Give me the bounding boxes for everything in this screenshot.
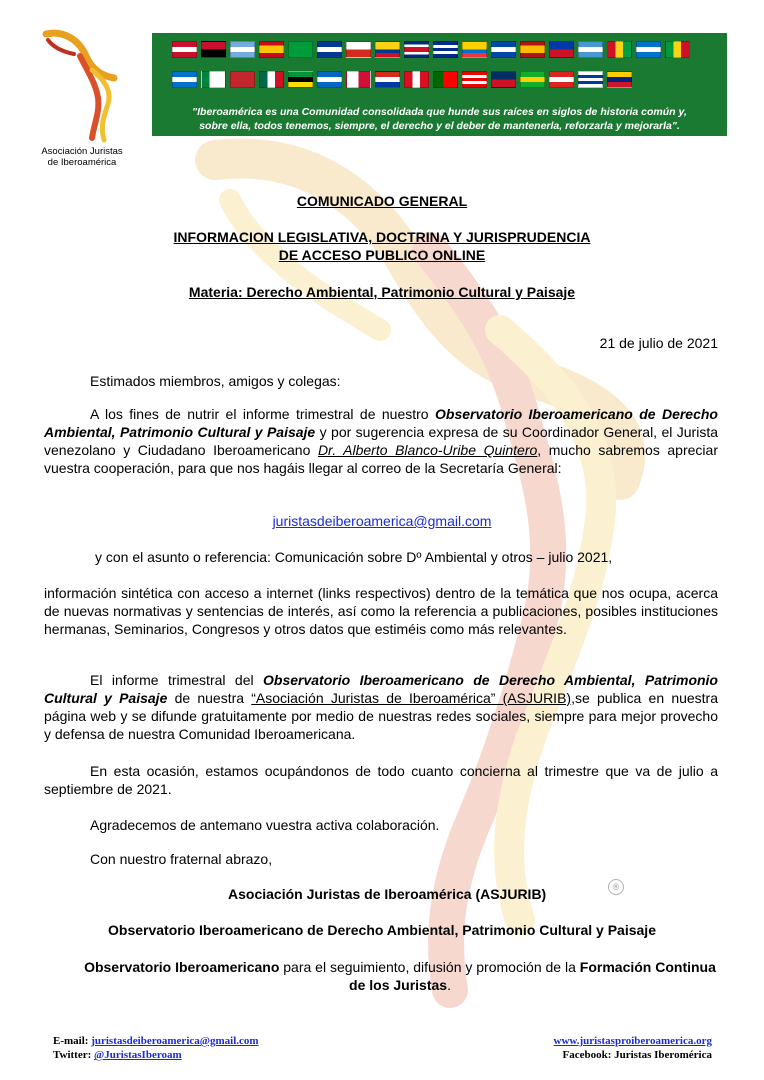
- paragraph-request: [44, 405, 718, 477]
- para1-text-c: y por sugerencia expresa de su Coordinador General, el Jurista venezolano y Ciudadano Iberoamericano: [44, 424, 718, 458]
- flag-icon: [520, 71, 545, 88]
- paragraph-quarter: En esta ocasión, estamos ocupándonos de todo cuanto concierna al trimestre que va de julio a septiembre de 2021.: [44, 763, 718, 797]
- footer-email-link[interactable]: juristasdeiberoamerica@gmail.com: [91, 1035, 259, 1047]
- flag-icon: [201, 41, 226, 58]
- flag-icon: [230, 41, 255, 58]
- logo-caption-line2: de Iberoamérica: [47, 157, 117, 168]
- flag-icon: [259, 71, 284, 88]
- flag-icon: [172, 71, 197, 88]
- flag-icon: [346, 41, 371, 58]
- flag-icon: [636, 41, 661, 58]
- flag-icon: [288, 71, 313, 88]
- subject-line: y con el asunto o referencia: Comunicación sobre Dº Ambiental y otros – julio 2021,: [95, 549, 613, 565]
- contact-email-block: [0, 512, 764, 530]
- para1-text-a: A los fines de nutrir el informe trimestral de nuestro: [90, 406, 435, 422]
- paragraph-report: [44, 671, 718, 743]
- banner-quote-line2: sobre ella, todos tenemos, siempre, el derecho y el deber de mantenerla, reforzarla y mejorarla".: [199, 120, 680, 132]
- flag-icon: [491, 71, 516, 88]
- footer-twitter-link[interactable]: @JuristasIberoam: [94, 1049, 182, 1061]
- flag-icon: [491, 41, 516, 58]
- footer-left: [53, 1034, 259, 1062]
- footer-email-row: [53, 1034, 259, 1048]
- signature-observatorio: Observatorio Iberoamericano de Derecho Ambiental, Patrimonio Cultural y Paisaje: [108, 922, 656, 938]
- flag-icon: [317, 41, 342, 58]
- title-comunicado: COMUNICADO GENERAL: [296, 193, 468, 209]
- footer-email-label: E-mail:: [53, 1035, 92, 1047]
- paragraph-information: información sintética con acceso a internet (links respectivos) dentro de la temática que nos ocupa, acerca de nuevas normativas y sentencias de interés, así como la referencia a publicaciones, posibles instituciones hermanas, Seminarios, Congresos y otros datos que estiméis como más relevantes.: [44, 585, 718, 637]
- flag-icon: [520, 41, 545, 58]
- title-informacion-line2: DE ACCESO PUBLICO ONLINE: [278, 247, 486, 263]
- signature-mission: [80, 958, 720, 994]
- para1-coordinator-name: Dr. Alberto Blanco-Uribe Quintero: [317, 442, 538, 458]
- flag-icon: [172, 41, 197, 58]
- flag-icon: [462, 71, 487, 88]
- flag-icon: [375, 41, 400, 58]
- document-date: 21 de julio de 2021: [599, 335, 718, 351]
- footer-facebook-label: Facebook:: [562, 1049, 615, 1061]
- flag-icon: [578, 71, 603, 88]
- mission-text: para el seguimiento, difusión y promoción de la: [279, 959, 580, 975]
- mission-formacion: Formación Continua de los Juristas: [349, 959, 716, 993]
- para3-asjurib: “Asociación Juristas de Iberoamérica” (ASJURIB): [251, 690, 572, 706]
- flag-icon: [433, 71, 458, 88]
- flag-icon: [578, 41, 603, 58]
- flag-icon: [433, 41, 458, 58]
- signature-org: Asociación Juristas de Iberoamérica (ASJURIB): [228, 886, 547, 902]
- iberoamerica-ribbon-icon: [34, 26, 134, 146]
- greeting: Estimados miembros, amigos y colegas:: [90, 373, 341, 389]
- flag-icon: [230, 71, 255, 88]
- banner-quote: [162, 105, 717, 133]
- closing-line: Con nuestro fraternal abrazo,: [90, 851, 273, 867]
- title-materia: Materia: Derecho Ambiental, Patrimonio Cultural y Paisaje: [188, 284, 576, 300]
- footer-website-link[interactable]: www.juristasproiberoamerica.org: [553, 1035, 712, 1047]
- flag-icon: [665, 41, 690, 58]
- flag-icon: [259, 41, 284, 58]
- flag-icon: [375, 71, 400, 88]
- title-informacion-line1: INFORMACION LEGISLATIVA, DOCTRINA Y JURISPRUDENCIA: [173, 229, 591, 245]
- flag-icon: [404, 41, 429, 58]
- flag-icon: [346, 71, 371, 88]
- para1-text-e: , mucho sabremos apreciar vuestra cooperación, para que nos hagáis llegar al correo de la Secretaría General:: [44, 442, 718, 476]
- banner-quote-line1: "Iberoamérica es una Comunidad consolidada que hunde sus raíces en siglos de historia común y,: [192, 106, 687, 118]
- footer-facebook-value: Juristas Iberomérica: [614, 1049, 712, 1061]
- flag-icon: [607, 41, 632, 58]
- title-informacion: [0, 228, 764, 264]
- thanks-line: Agradecemos de antemano vuestra activa colaboración.: [90, 817, 440, 833]
- flag-icon: [607, 71, 632, 88]
- footer-right: [554, 1034, 712, 1062]
- flag-icon: [549, 71, 574, 88]
- footer-facebook-row: [554, 1048, 712, 1062]
- flag-icon: [462, 41, 487, 58]
- flag-icon: [317, 71, 342, 88]
- para1-observatorio: Observatorio Iberoamericano de Derecho Ambiental, Patrimonio Cultural y Paisaje: [44, 406, 718, 440]
- logo-caption: [22, 146, 142, 168]
- mission-observatorio: Observatorio Iberoamericano: [84, 959, 280, 975]
- flag-icon: [549, 41, 574, 58]
- para3-text-e: ,se publica en nuestra página web y se difunde gratuitamente por medio de nuestras redes sociales, siempre para mejor provecho y defensa de nuestra Comunidad Iberoamericana.: [44, 690, 719, 742]
- flag-icon: [404, 71, 429, 88]
- flag-icon: [288, 41, 313, 58]
- para3-observatorio: Observatorio Iberoamericano de Derecho Ambiental, Patrimonio Cultural y Paisaje: [44, 672, 718, 706]
- mission-period: .: [447, 977, 451, 993]
- registered-mark: ®: [608, 879, 624, 895]
- para3-text-a: El informe trimestral del: [90, 672, 264, 688]
- contact-email-link[interactable]: juristasdeiberoamerica@gmail.com: [272, 513, 492, 529]
- logo-caption-line1: Asociación Juristas: [41, 146, 123, 157]
- flags-banner: [152, 33, 727, 136]
- footer-twitter-row: [53, 1048, 259, 1062]
- footer-twitter-label: Twitter:: [53, 1049, 95, 1061]
- flag-icon: [201, 71, 226, 88]
- para3-text-c: de nuestra: [167, 690, 252, 706]
